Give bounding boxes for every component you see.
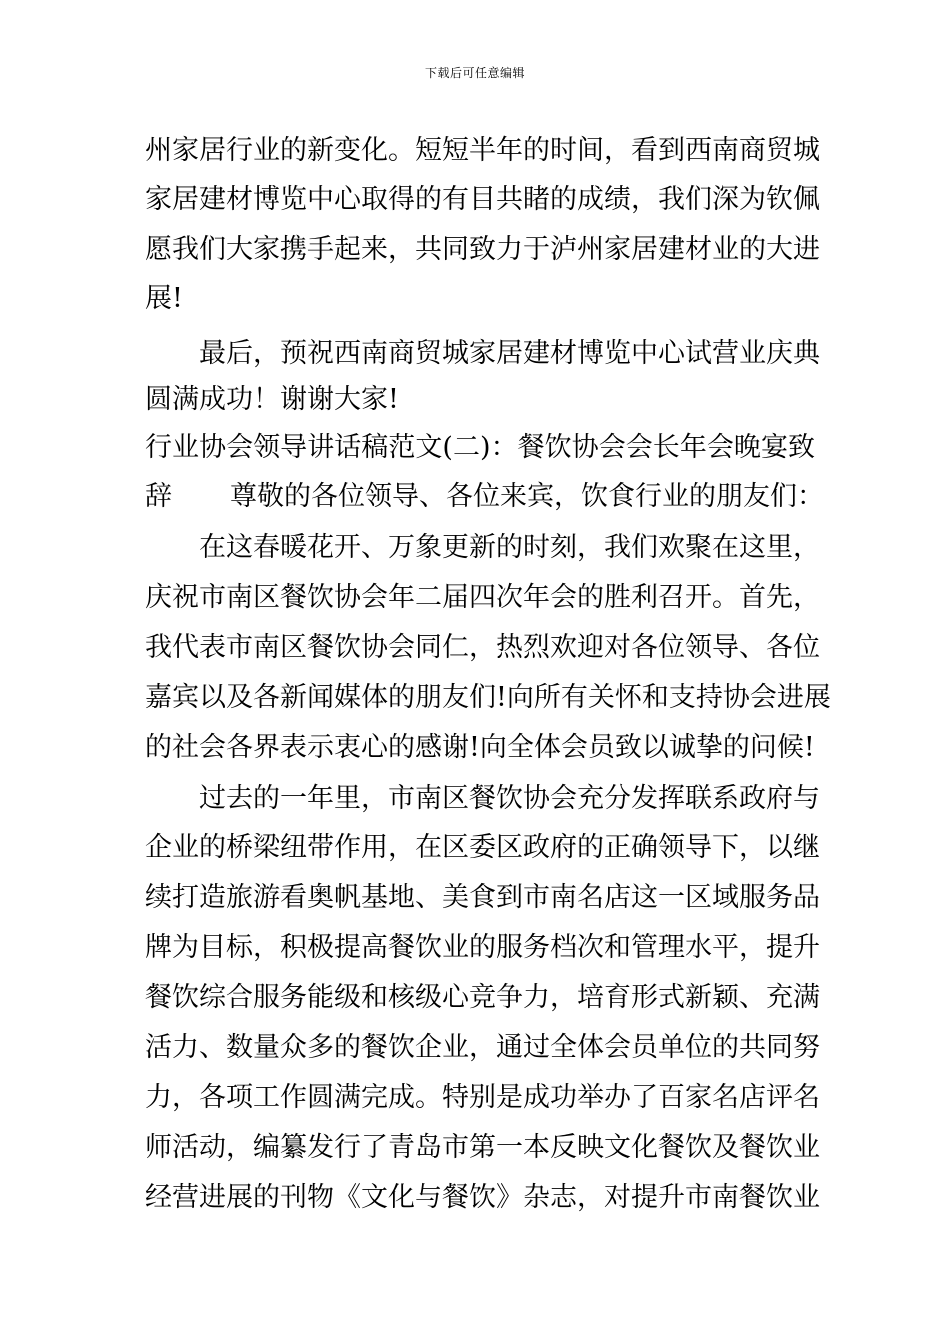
paragraph-line: 经营进展的刊物《文化与餐饮》杂志，对提升市南餐饮业: [145, 1182, 820, 1213]
heading-tail-text: 辞: [145, 481, 172, 512]
paragraph-line: 家居建材博览中心取得的有目共睹的成绩，我们深为钦佩: [145, 184, 820, 215]
paragraph-line: 续打造旅游看奥帆基地、美食到市南名店这一区域服务品: [145, 882, 820, 913]
header-note: 下载后可任意编辑: [424, 66, 525, 80]
paragraph-line: 力，各项工作圆满完成。特别是成功举办了百家名店评名: [145, 1082, 820, 1113]
paragraph-line: 活力、数量众多的餐饮企业，通过全体会员单位的共同努: [145, 1032, 820, 1063]
paragraph-line: 嘉宾以及各新闻媒体的朋友们!向所有关怀和支持协会进展: [145, 682, 831, 713]
paragraph-line: 愿我们大家携手起来，共同致力于泸州家居建材业的大进: [145, 234, 820, 265]
paragraph-line: 的社会各界表示衷心的感谢!向全体会员致以诚挚的问候!: [145, 732, 815, 763]
paragraph-line: 企业的桥梁纽带作用，在区委区政府的正确领导下，以继: [145, 832, 820, 863]
paragraph-line: 圆满成功！谢谢大家!: [145, 384, 399, 415]
paragraph-line: 我代表市南区餐饮协会同仁，热烈欢迎对各位领导、各位: [145, 632, 820, 663]
section-heading-tail: [145, 479, 824, 515]
paragraph-line: 餐饮综合服务能级和核级心竞争力，培育形式新颖、充满: [145, 982, 820, 1013]
paragraph-line: 展!: [145, 283, 183, 314]
paragraph-line: 庆祝市南区餐饮协会年二届四次年会的胜利召开。首先，: [145, 582, 820, 613]
paragraph-line: 师活动，编纂发行了青岛市第一本反映文化餐饮及餐饮业: [145, 1132, 820, 1163]
section-heading: 行业协会领导讲话稿范文(二)：餐饮协会会长年会晚宴致: [145, 432, 815, 463]
paragraph-line: 州家居行业的新变化。短短半年的时间，看到西南商贸城: [145, 135, 820, 166]
paragraph-line: 牌为目标，积极提高餐饮业的服务档次和管理水平，提升: [145, 932, 820, 963]
paragraph-line: 最后，预祝西南商贸城家居建材博览中心试营业庆典: [199, 338, 820, 369]
paragraph-line: 在这春暖花开、万象更新的时刻，我们欢聚在这里，: [199, 532, 820, 563]
paragraph-line: 过去的一年里，市南区餐饮协会充分发挥联系政府与: [199, 783, 820, 814]
salutation: 尊敬的各位领导、各位来宾，饮食行业的朋友们：: [230, 481, 824, 512]
